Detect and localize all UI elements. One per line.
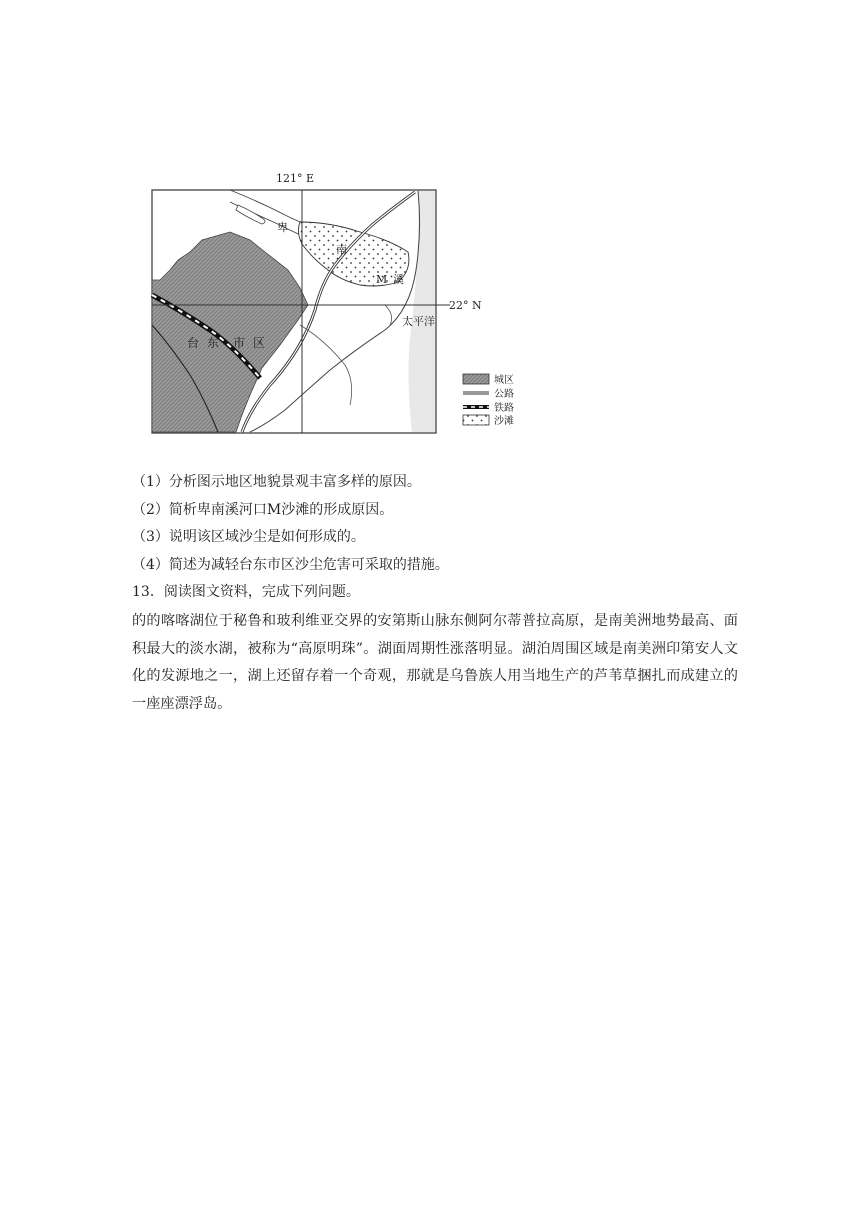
latitude-label: 22° N <box>449 299 482 312</box>
ocean-label: 太平洋 <box>402 315 435 328</box>
city-label-3: 市 <box>233 336 246 350</box>
question-3: （3）说明该区域沙尘是如何形成的。 <box>132 529 365 545</box>
city-label-1: 台 <box>187 336 200 350</box>
map-figure <box>150 170 530 440</box>
question-13-heading: 13．阅读图文资料，完成下列问题。 <box>132 584 360 600</box>
river-label-3: 溪 <box>393 273 404 286</box>
sandbar-swatch <box>463 415 489 425</box>
legend-label-railway: 铁路 <box>494 403 514 414</box>
river-label-2: 南 <box>336 243 347 256</box>
question-13-paragraph: 的的喀喀湖位于秘鲁和玻利维亚交界的安第斯山脉东侧阿尔蒂普拉高原，是南美洲地势最高、面积最大的淡水湖，被称为“高原明珠”。湖面周期性涨落明显。湖泊周围区域是南美洲印第安人文化的发源地之一，湖上还留存着一个奇观，那就是乌鲁族人用当地生产的芦苇草捆扎而成建立的一座座漂浮岛。 <box>132 613 738 712</box>
question-2: （2）简析卑南溪河口M沙滩的形成原因。 <box>132 501 394 518</box>
legend-label-urban: 城区 <box>494 375 514 386</box>
map-legend <box>463 373 514 427</box>
question-1: （1）分析图示地区地貌景观丰富多样的原因。 <box>132 474 421 490</box>
city-label-2: 东 <box>207 336 220 350</box>
urban-area-swatch <box>463 374 489 384</box>
longitude-label: 121° E <box>276 172 315 185</box>
river-label-1: 卑 <box>277 221 288 234</box>
question-4: （4）简述为减轻台东市区沙尘危害可采取的措施。 <box>132 556 449 573</box>
map-svg <box>150 170 530 440</box>
point-m-label: M <box>376 273 388 286</box>
legend-label-sandbar: 沙滩 <box>494 416 514 427</box>
city-label-4: 区 <box>253 336 266 350</box>
question-list <box>132 472 752 602</box>
legend-label-highway: 公路 <box>494 389 514 400</box>
